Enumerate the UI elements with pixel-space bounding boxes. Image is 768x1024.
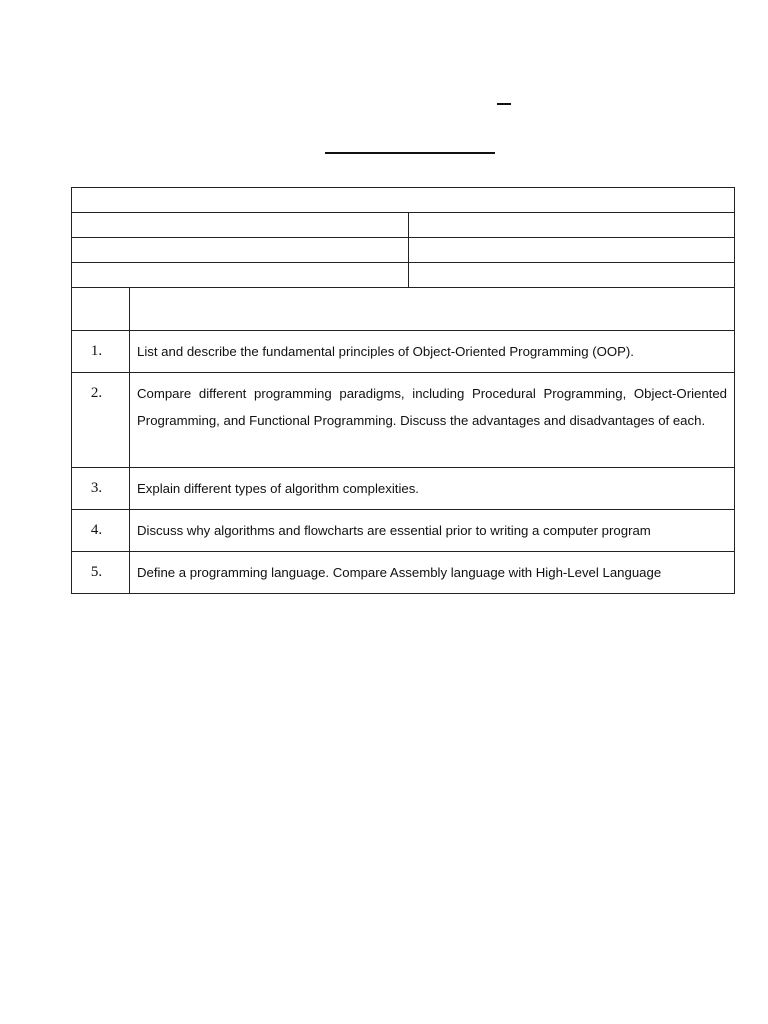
info-row bbox=[72, 263, 735, 288]
assignment-table bbox=[71, 187, 735, 594]
question-text: List and describe the fundamental principles of Object-Oriented Programming (OOP). bbox=[130, 331, 735, 373]
info-label-cell bbox=[72, 213, 409, 238]
questions-header-row bbox=[72, 288, 735, 331]
info-label-cell bbox=[72, 263, 409, 288]
question-number: 1. bbox=[72, 331, 130, 373]
question-text: Define a programming language. Compare Assembly language with High-Level Language bbox=[130, 552, 735, 594]
question-number-header bbox=[72, 288, 130, 331]
question-row bbox=[72, 552, 735, 594]
info-row bbox=[72, 238, 735, 263]
question-row bbox=[72, 373, 735, 468]
question-row bbox=[72, 468, 735, 510]
info-value-cell bbox=[409, 263, 735, 288]
title-underline bbox=[325, 152, 495, 154]
question-number: 5. bbox=[72, 552, 130, 594]
question-text: Explain different types of algorithm complexities. bbox=[130, 468, 735, 510]
question-row bbox=[72, 331, 735, 373]
question-row bbox=[72, 510, 735, 552]
question-text: Compare different programming paradigms, including Procedural Programming, Object-Oriented Programming, and Functional Programming. Discuss the advantages and disadvantages of each. bbox=[130, 373, 735, 468]
question-text-header bbox=[130, 288, 735, 331]
table-title-row bbox=[72, 188, 735, 213]
info-row bbox=[72, 213, 735, 238]
question-number: 2. bbox=[72, 373, 130, 468]
info-value-cell bbox=[409, 213, 735, 238]
question-number: 3. bbox=[72, 468, 130, 510]
table-title-cell bbox=[72, 188, 735, 213]
info-label-cell bbox=[72, 238, 409, 263]
info-value-cell bbox=[409, 238, 735, 263]
header-dash-mark bbox=[497, 103, 511, 105]
question-text: Discuss why algorithms and flowcharts are essential prior to writing a computer program bbox=[130, 510, 735, 552]
question-number: 4. bbox=[72, 510, 130, 552]
